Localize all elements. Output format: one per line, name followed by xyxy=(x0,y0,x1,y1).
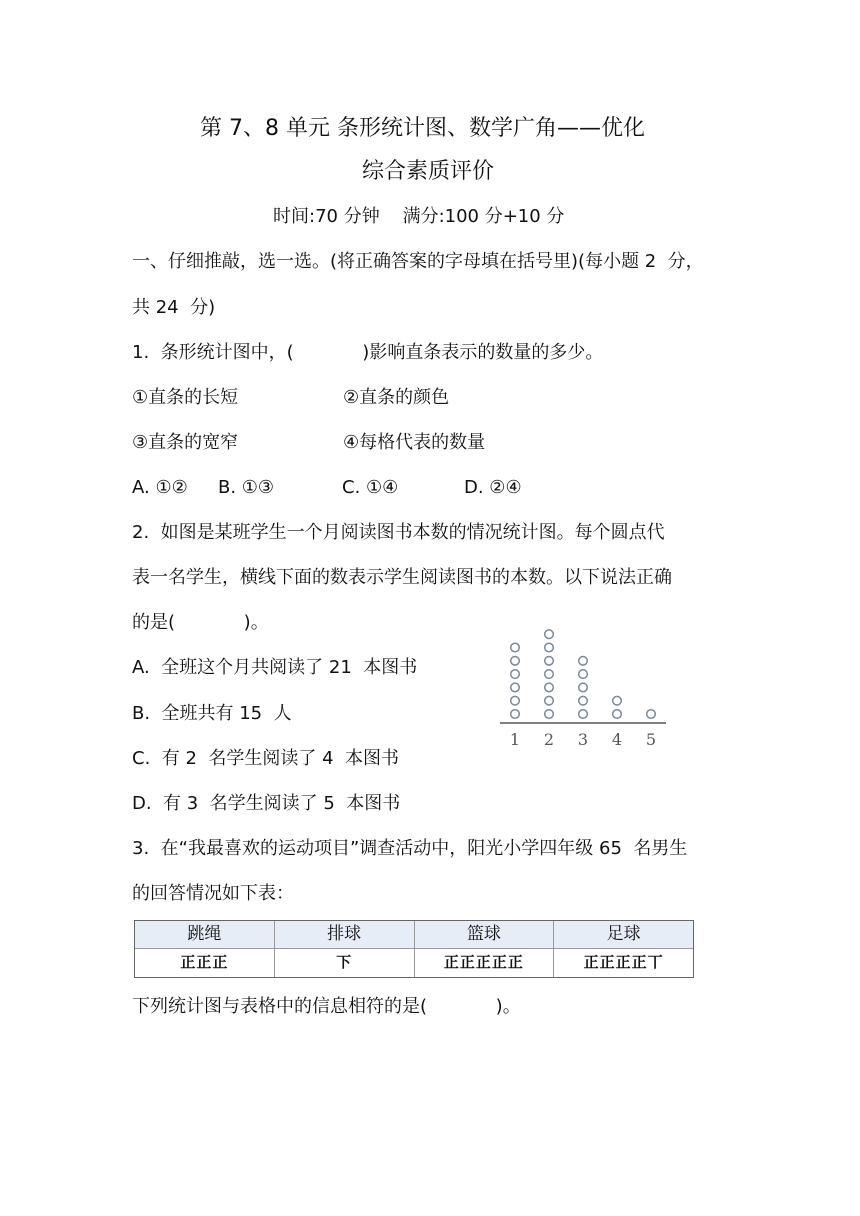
q3-stem-line1: 3. 在“我最喜欢的运动项目”调查活动中，阳光小学四年级 65 名男生 xyxy=(132,838,688,859)
tally-header-cell: 篮球 xyxy=(415,921,555,948)
page-subtitle: 综合素质评价 xyxy=(362,159,495,184)
q1-item-3: ③直条的宽窄 xyxy=(132,432,239,453)
dot-plot-tick-label: 2 xyxy=(543,730,555,749)
dot-mark xyxy=(545,710,554,719)
tally-table xyxy=(134,920,694,978)
q2-option-d: D. 有 3 名学生阅读了 5 本图书 xyxy=(132,793,401,814)
dot-mark xyxy=(579,670,588,679)
dot-plot-chart xyxy=(490,622,670,750)
q2-option-a: A. 全班这个月共阅读了 21 本图书 xyxy=(132,657,418,678)
tally-header-cell: 足球 xyxy=(606,924,641,944)
page-title: 第 7、8 单元 条形统计图、数学广角——优化 xyxy=(200,116,645,141)
q2-option-c: C. 有 2 名学生阅读了 4 本图书 xyxy=(132,748,399,769)
tally-cell: 正正正正正 xyxy=(415,949,555,977)
q1-option-d: D. ②④ xyxy=(464,477,522,498)
q3-stem-line2: 的回答情况如下表： xyxy=(132,883,294,904)
tally-table-data-row xyxy=(135,949,693,977)
dot-mark xyxy=(511,643,520,652)
dot-plot-svg xyxy=(490,622,670,750)
q1-item-2: ②直条的颜色 xyxy=(343,387,450,408)
q1-item-4: ④每格代表的数量 xyxy=(343,432,486,453)
q1-option-c: C. ①④ xyxy=(342,477,399,498)
q2-stem-line1: 2. 如图是某班学生一个月阅读图书本数的情况统计图。每个圆点代 xyxy=(132,522,665,543)
section-heading-line1: 一、仔细推敲，选一选。(将正确答案的字母填在括号里)(每小题 2 分， xyxy=(132,251,704,272)
dot-mark xyxy=(579,683,588,692)
dot-mark xyxy=(511,657,520,666)
dot-mark xyxy=(545,657,554,666)
dot-mark xyxy=(511,710,520,719)
dot-mark xyxy=(545,643,554,652)
tally-cell: 正正正 xyxy=(135,949,275,977)
dot-mark xyxy=(579,696,588,705)
dot-plot-tick-label: 4 xyxy=(611,730,623,749)
dot-mark xyxy=(579,710,588,719)
tally-header-cell: 跳绳 xyxy=(135,921,275,948)
tally-cell: 正正正正丅 xyxy=(583,953,664,971)
q2-stem-line2: 表一名学生，横线下面的数表示学生阅读图书的本数。以下说法正确 xyxy=(132,567,672,588)
exam-meta: 时间:70 分钟 满分:100 分+10 分 xyxy=(273,206,565,227)
dot-mark xyxy=(579,657,588,666)
tally-table-header-row xyxy=(135,921,693,949)
dot-mark xyxy=(511,683,520,692)
section-heading-line2: 共 24 分) xyxy=(132,297,216,318)
dot-mark xyxy=(545,683,554,692)
dot-mark xyxy=(613,696,622,705)
dot-mark xyxy=(545,696,554,705)
q2-option-b: B. 全班共有 15 人 xyxy=(132,703,292,724)
dot-plot-tick-label: 5 xyxy=(645,730,657,749)
q2-stem-line3: 的是( )。 xyxy=(132,612,269,633)
dot-plot-tick-label: 1 xyxy=(509,730,521,749)
q1-stem: 1. 条形统计图中，( )影响直条表示的数量的多少。 xyxy=(132,342,604,363)
tally-header-cell: 排球 xyxy=(275,921,415,948)
dot-mark xyxy=(613,710,622,719)
dot-mark xyxy=(545,630,554,639)
dot-plot-tick-label: 3 xyxy=(577,730,589,749)
q1-item-1: ①直条的长短 xyxy=(132,387,239,408)
dot-mark xyxy=(647,710,656,719)
dot-mark xyxy=(545,670,554,679)
tally-cell: 下 xyxy=(275,949,415,977)
q1-option-a: A. ①② xyxy=(132,477,188,498)
q3-after-text: 下列统计图与表格中的信息相符的是( )。 xyxy=(132,996,521,1017)
dot-mark xyxy=(511,696,520,705)
dot-mark xyxy=(511,670,520,679)
q1-option-b: B. ①③ xyxy=(218,477,275,498)
